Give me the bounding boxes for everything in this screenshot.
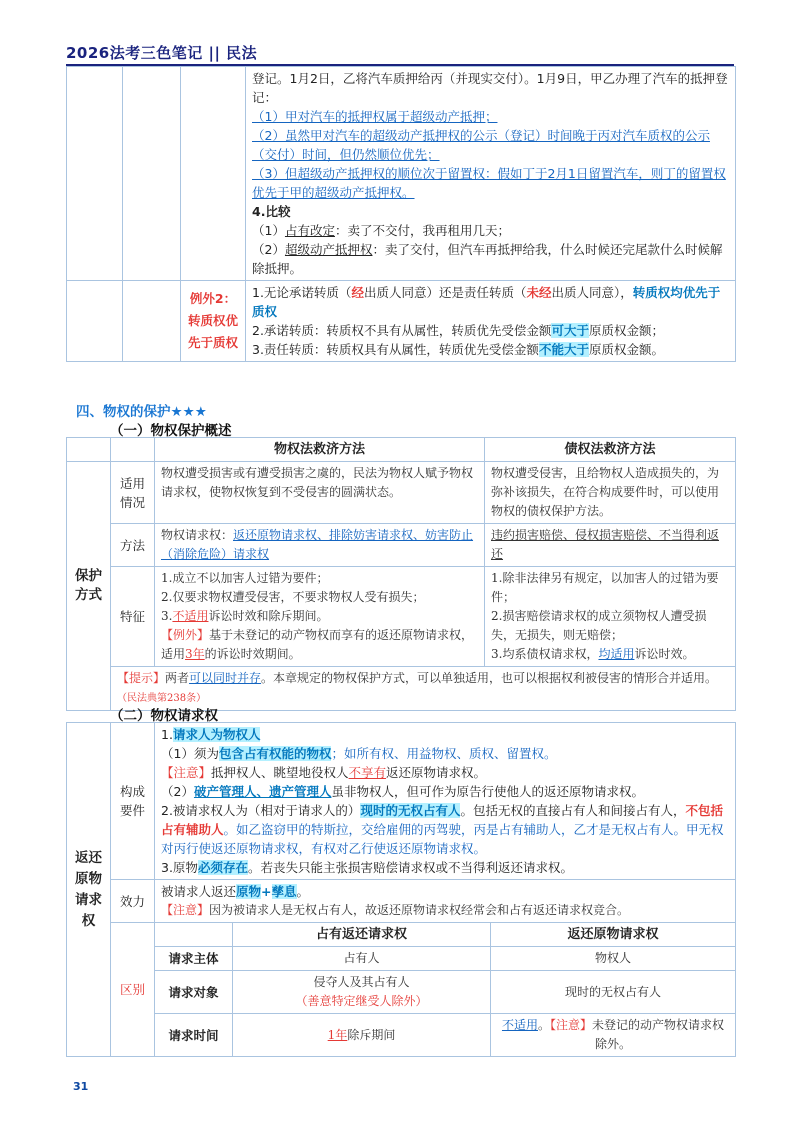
protection-overview-table xyxy=(66,437,736,711)
cell-applicable-property: 物权遭受损害或有遭受损害之虞的，民法为物权人赋予物权请求权，使物权恢复到不受侵害的圆满状态。 xyxy=(155,462,485,524)
section-4-title: 四、物权的保护★★★ xyxy=(76,404,207,420)
comparison-1: （1）占有改定：卖了不交付，我再租用几天； xyxy=(252,223,510,238)
header-property-remedies: 物权法救济方法 xyxy=(155,438,485,462)
header-property-return: 返还原物请求权 xyxy=(491,923,736,947)
sub-pledge-rule-1: 1.无论承诺转质（经出质人同意）还是责任转质（未经出质人同意），转质权均优先于质权 xyxy=(252,285,721,319)
super-mortgage-example xyxy=(246,67,736,281)
cell-applicable-obligation: 物权遭受侵害，且给物权人造成损失的，为弥补该损失，在符合构成要件时，可以使用物权的债权保护方法。 xyxy=(485,462,736,524)
example-point-3: （3）但超级动产抵押权的顺位次于留置权：假如丁于2月1日留置汽车，则丁的留置权优先于甲的超级动产抵押权。 xyxy=(252,166,726,200)
cell-object-possession: 侵夺人及其占有人 （善意特定继受人除外） xyxy=(233,971,491,1014)
cell-time-possession: 1年除斥期间 xyxy=(233,1014,491,1057)
pledge-table-continued xyxy=(66,66,736,362)
return-claim-table xyxy=(66,722,736,1057)
cell-object-property: 现时的无权占有人 xyxy=(491,971,736,1014)
header-possession-return: 占有返还请求权 xyxy=(233,923,491,947)
sub-pledge-rule-3: 3.责任转质：转质权具有从属性，转质优先受偿金额不能大于原质权金额。 xyxy=(252,342,664,357)
cell-effect: 被请求人返还原物+孳息。 【注意】因为被请求人是无权占有人，故返还原物请求权经常会和占有返还请求权竞合。 xyxy=(155,880,736,923)
cell-subject-property: 物权人 xyxy=(491,947,736,971)
sub-pledge-rule-2: 2.承诺转质：转质权不具有从属性，转质优先受偿金额可大于原质权金额； xyxy=(252,323,664,338)
label-claim-object: 请求对象 xyxy=(155,971,233,1014)
cell-requirements: 1.请求人为物权人 （1）须为包含占有权能的物权；如所有权、用益物权、质权、留置权。 【注意】抵押权人、眺望地役权人不享有返还原物请求权。 （2）破产管理人、遗产管理人虽非物权人，但可作为原告行使他人的返还原物请求权。 2.被请求权人为（相对于请求人的）现时的无权占有人。包括无权的直接占有人和间接占有人，不包括占有辅助人。如乙盗窃甲的特斯拉，交给雇佣的丙驾驶，丙是占有辅助人，乙才是无权占有人。甲无权对丙行使返还原物请求权，有权对乙行使返还原物请求权。 3.原物必须存在。若丧失只能主张损害赔偿请求权或不当得利返还请求权。 xyxy=(155,723,736,880)
row-label-features: 特征 xyxy=(111,567,155,667)
example-point-2: （2）虽然甲对汽车的超级动产抵押权的公示（登记）时间晚于丙对汽车质权的公示（交付）时间，但仍然顺位优先； xyxy=(252,128,710,162)
subsection-1-title: （一）物权保护概述 xyxy=(110,423,232,439)
cell-methods-property: 物权请求权：返还原物请求权、排除妨害请求权、妨害防止（消除危险）请求权 xyxy=(155,524,485,567)
cell-features-obligation: 1.除非法律另有规定，以加害人的过错为要件； 2.损害赔偿请求权的成立须物权人遭受损失，无损失，则无赔偿； 3.均系债权请求权，均适用诉讼时效。 xyxy=(485,567,736,667)
comparison-2: （2）超级动产抵押权：卖了交付，但汽车再抵押给我，什么时候还完尾款什么时候解除抵押。 xyxy=(252,242,723,276)
page-number: 31 xyxy=(73,1080,89,1093)
comparison-heading: 4.比较 xyxy=(252,204,291,219)
example-text: 登记。1月2日，乙将汽车质押给丙（并现实交付）。1月9日，甲乙办理了汽车的抵押登记： xyxy=(252,71,728,105)
group-protection-methods: 保护方式 xyxy=(67,462,111,711)
cell-features-property: 1.成立不以加害人过错为要件； 2.仅要求物权遭受侵害，不要求物权人受有损失； 3.不适用诉讼时效和除斥期间。 【例外】基于未登记的动产物权而享有的返还原物请求权，适用3年的诉讼时效期间。 xyxy=(155,567,485,667)
row-label-effect: 效力 xyxy=(111,880,155,923)
row-label-requirements: 构成要件 xyxy=(111,723,155,880)
sub-pledge-rules xyxy=(246,281,736,362)
page-header-title: 2026法考三色笔记 || 民法 xyxy=(66,44,258,62)
row-label-methods: 方法 xyxy=(111,524,155,567)
row-label-difference: 区别 xyxy=(111,923,155,1057)
exception-2-label: 例外2：转质权优先于质权 xyxy=(181,281,246,362)
cell-time-property: 不适用。【注意】未登记的动产物权请求权除外。 xyxy=(491,1014,736,1057)
cell-methods-obligation: 违约损害赔偿、侵权损害赔偿、不当得利返还 xyxy=(485,524,736,567)
subsection-2-title: （二）物权请求权 xyxy=(110,708,218,724)
header-obligation-remedies: 债权法救济方法 xyxy=(485,438,736,462)
group-return-claim: 返还原物请求权 xyxy=(67,723,111,1057)
cell-subject-possession: 占有人 xyxy=(233,947,491,971)
label-claim-time: 请求时间 xyxy=(155,1014,233,1057)
example-point-1: （1）甲对汽车的抵押权属于超级动产抵押； xyxy=(252,109,498,124)
label-claim-subject: 请求主体 xyxy=(155,947,233,971)
row-label-applicable: 适用情况 xyxy=(111,462,155,524)
tip-combined-use: 【提示】两者可以同时并存。本章规定的物权保护方式，可以单独适用，也可以根据权利被侵害的情形合并适用。（民法典第238条） xyxy=(111,667,736,711)
